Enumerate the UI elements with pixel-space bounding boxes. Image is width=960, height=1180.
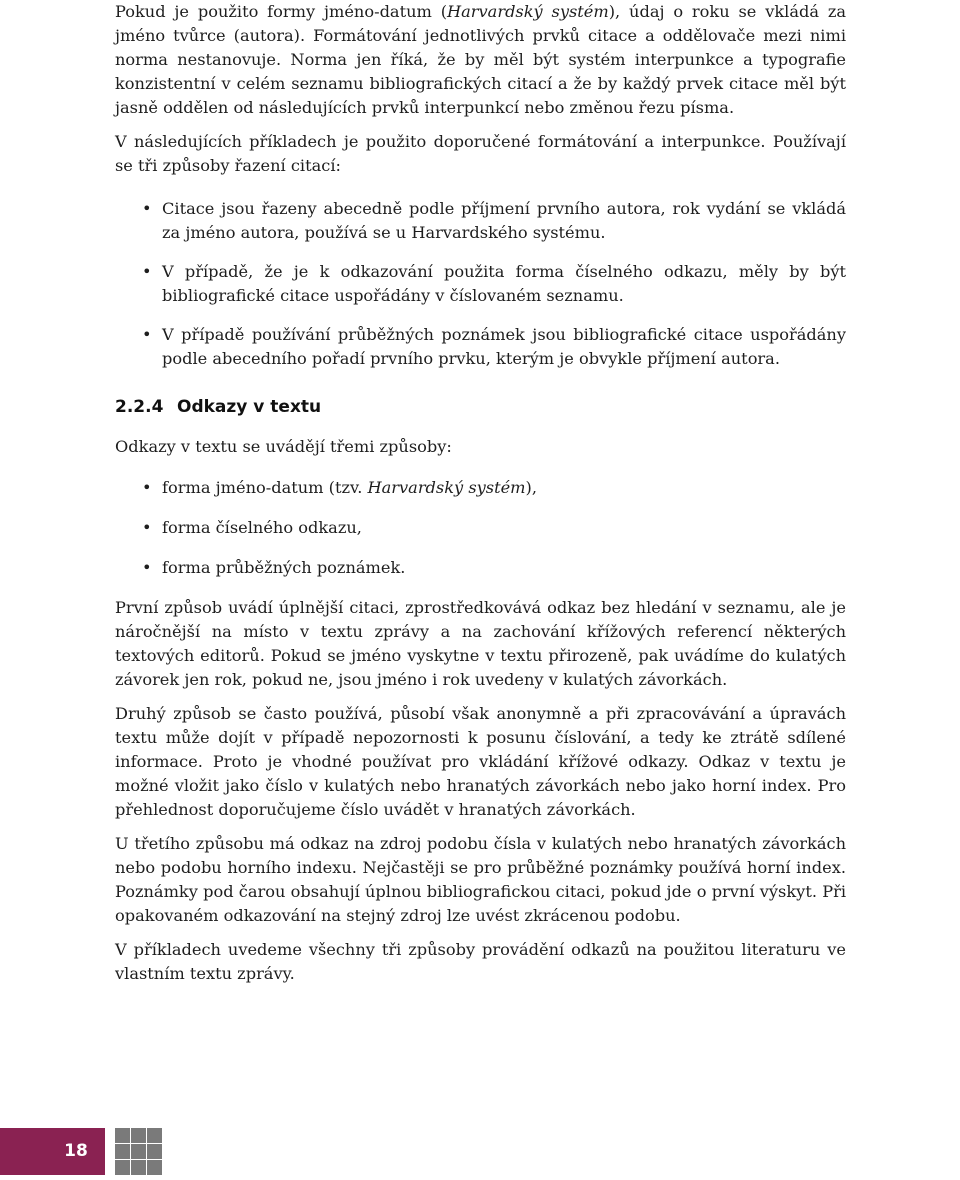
list-item <box>115 516 846 540</box>
section-intro: Odkazy v textu se uvádějí třemi způsoby: <box>115 437 452 456</box>
section-heading <box>115 395 846 419</box>
body-paragraph: U třetího způsobu má odkaz na zdroj podobu čísla v kulatých nebo hranatých závorkách nebo podobu horního indexu. Nejčastěji se pro průběžné poznámky používá horní index. Poznámky pod čarou obsahují úplnou bibliografickou citaci, pokud jde o první výskyt. Při opakovaném odkazování na stejný zdroj lze uvést zkrácenou podobu. <box>115 834 846 925</box>
logo-square <box>115 1160 130 1175</box>
list-item <box>115 197 846 245</box>
logo-square <box>131 1160 146 1175</box>
text-run: Pokud je použito formy jméno-datum ( <box>115 2 448 21</box>
list-item-text: V případě, že je k odkazování použita forma číselného odkazu, měly by být bibliografické citace uspořádány v číslovaném seznamu. <box>162 262 846 305</box>
body-paragraph: V příkladech uvedeme všechny tři způsoby provádění odkazů na použitou literaturu ve vlastním textu zprávy. <box>115 940 846 983</box>
bullet-icon: • <box>142 518 152 537</box>
bullet-icon: • <box>142 262 152 281</box>
list-item <box>115 556 846 580</box>
body-paragraph: První způsob uvádí úplnější citaci, zprostředkovává odkaz bez hledání v seznamu, ale je náročnější na místo v textu zprávy a na zachování křížových referencí některých textových editorů. Pokud se jméno vyskytne v textu přirozeně, pak uvádíme do kulatých závorek jen rok, pokud ne, jsou jméno i rok uvedeny v kulatých závorkách. <box>115 598 846 689</box>
bullet-icon: • <box>142 558 152 577</box>
intro-paragraph-2: V následujících příkladech je použito doporučené formátování a interpunkce. Používají se tři způsoby řazení citací: <box>115 132 846 175</box>
bullet-icon: • <box>142 478 152 497</box>
grid-logo-icon <box>115 1128 162 1175</box>
text-run: forma jméno-datum (tzv. <box>162 478 368 497</box>
methods-list <box>115 476 846 580</box>
list-item-text: forma průběžných poznámek. <box>162 558 406 577</box>
logo-square <box>147 1144 162 1159</box>
page-number: 18 <box>64 1141 88 1161</box>
bullet-icon: • <box>142 325 152 344</box>
text-run: ), údaj o roku se vkládá za jméno tvůrce (autora). Formátování jednotlivých prvků citace a oddělovače mezi nimi norma nestanovuje. Norma jen říká, že by měl být systém interpunkce a typografie konzistentní v celém seznamu bibliografických citací a že by každý prvek citace měl být jasně oddělen od následujících prvků interpunkcí nebo změnou řezu písma. <box>115 2 846 117</box>
italic-term: Harvardský systém <box>367 478 526 497</box>
list-item-text: forma číselného odkazu, <box>162 518 362 537</box>
list-item <box>115 476 846 500</box>
bullet-icon: • <box>142 199 152 218</box>
logo-square <box>131 1144 146 1159</box>
text-run: ), <box>525 478 537 497</box>
italic-term: Harvardský systém <box>447 2 609 21</box>
logo-square <box>147 1160 162 1175</box>
document-page <box>115 0 846 986</box>
ordering-list <box>115 197 846 371</box>
list-item-text: Citace jsou řazeny abecedně podle příjmení prvního autora, rok vydání se vkládá za jméno autora, používá se u Harvardského systému. <box>162 199 846 242</box>
logo-square <box>115 1144 130 1159</box>
logo-square <box>115 1128 130 1143</box>
section-title: Odkazy v textu <box>177 397 322 417</box>
body-paragraph: Druhý způsob se často používá, působí však anonymně a při zpracovávání a úpravách textu může dojít v případě nepozornosti k posunu číslování, a tedy ke ztrátě sdílené informace. Proto je vhodné používat pro vkládání křížové odkazy. Odkaz v textu je možné vložit jako číslo v kulatých nebo hranatých závorkách nebo jako horní index. Pro přehlednost doporučujeme číslo uvádět v hranatých závorkách. <box>115 704 846 819</box>
list-item <box>115 323 846 371</box>
list-item <box>115 260 846 308</box>
list-item-text: V případě používání průběžných poznámek jsou bibliografické citace uspořádány podle abecedního pořadí prvního prvku, kterým je obvykle příjmení autora. <box>162 325 846 368</box>
logo-square <box>147 1128 162 1143</box>
logo-square <box>131 1128 146 1143</box>
intro-paragraph <box>115 0 846 120</box>
section-number: 2.2.4 <box>115 397 164 417</box>
